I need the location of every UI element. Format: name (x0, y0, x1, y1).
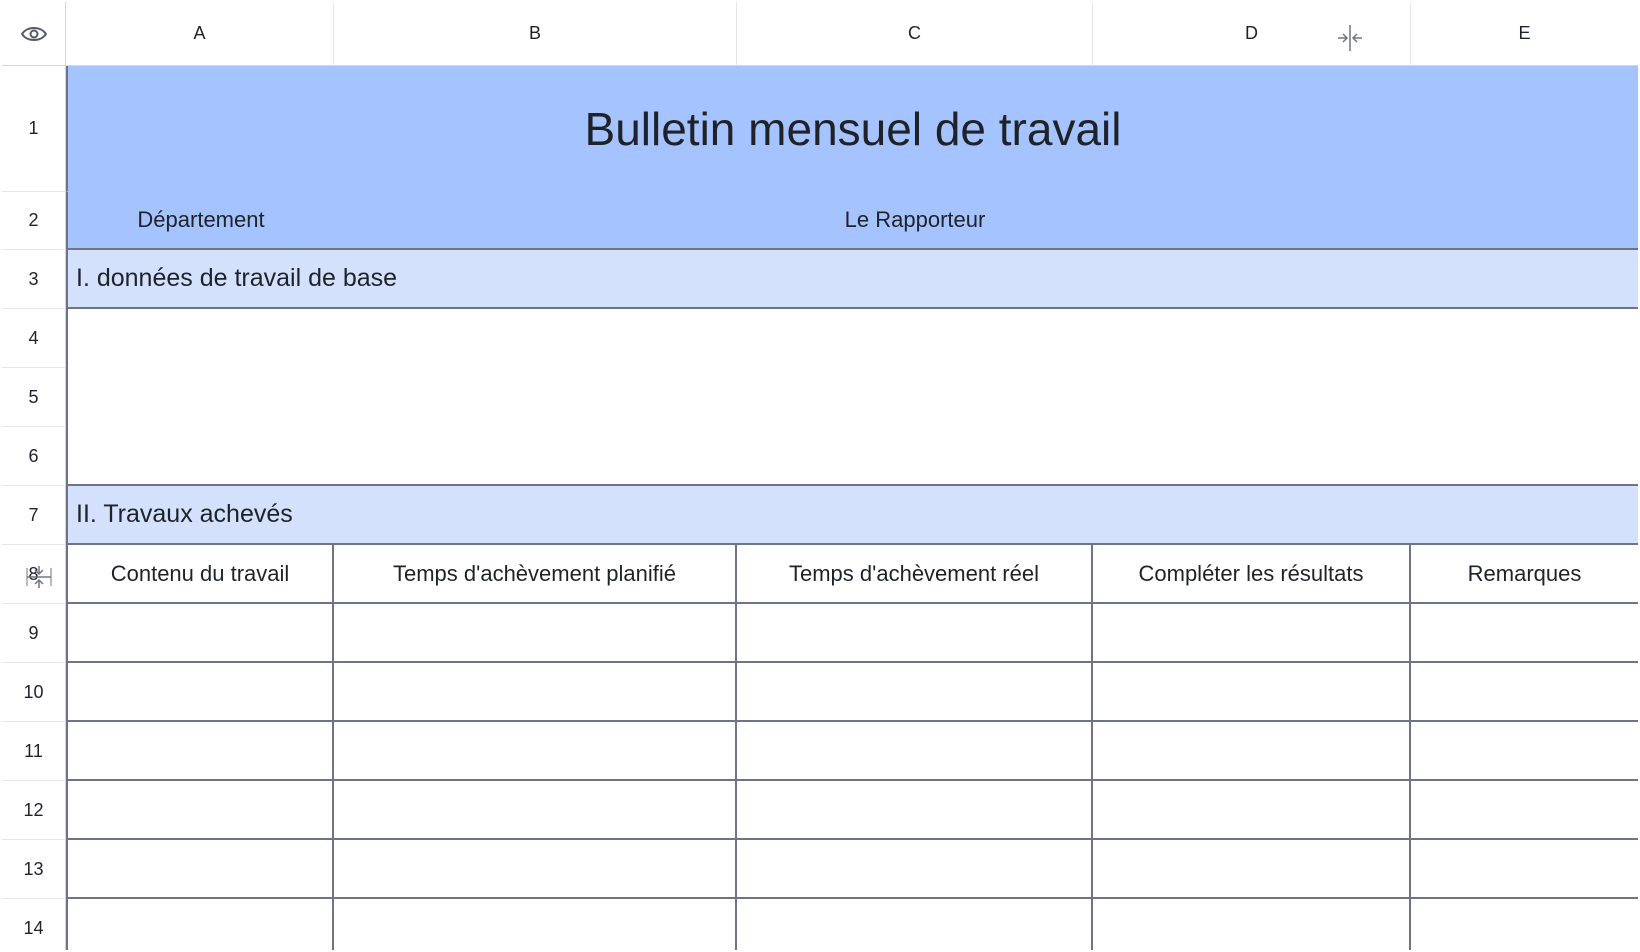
table-cell[interactable] (66, 663, 334, 722)
row-header-2[interactable]: 2 (2, 192, 66, 250)
reporter-value-cell[interactable] (1093, 192, 1638, 250)
row-header-12[interactable]: 12 (2, 781, 66, 840)
table-cell[interactable] (66, 604, 334, 663)
table-cell[interactable] (334, 604, 737, 663)
table-cell[interactable] (737, 781, 1093, 840)
table-cell[interactable] (334, 899, 737, 950)
row-header-3[interactable]: 3 (2, 250, 66, 309)
row-header-8[interactable]: 8 (2, 545, 66, 604)
row-resize-icon[interactable] (26, 564, 52, 590)
department-value-cell[interactable] (334, 192, 737, 250)
table-cell[interactable] (334, 722, 737, 781)
row-header-6[interactable]: 6 (2, 427, 66, 486)
table-cell[interactable] (334, 781, 737, 840)
table-cell[interactable] (1093, 722, 1411, 781)
column-header-d[interactable]: D (1093, 2, 1411, 66)
department-label-cell[interactable]: Département (66, 192, 334, 250)
row-header-10[interactable]: 10 (2, 663, 66, 722)
row-header-1[interactable]: 1 (2, 66, 66, 192)
table-cell[interactable] (1093, 840, 1411, 899)
spreadsheet (2, 2, 1638, 950)
header-remarks[interactable]: Remarques (1411, 545, 1638, 604)
table-cell[interactable] (1093, 663, 1411, 722)
row-header-7[interactable]: 7 (2, 486, 66, 545)
column-header-e[interactable]: E (1411, 2, 1638, 66)
header-work-content[interactable]: Contenu du travail (66, 545, 334, 604)
basic-data-content-cell[interactable] (66, 309, 1638, 486)
table-cell[interactable] (1093, 604, 1411, 663)
table-cell[interactable] (1411, 781, 1638, 840)
eye-icon[interactable] (2, 2, 66, 66)
sheet-grid (2, 2, 1638, 950)
header-planned-time[interactable]: Temps d'achèvement planifié (334, 545, 737, 604)
table-cell[interactable] (334, 840, 737, 899)
column-header-a[interactable]: A (66, 2, 334, 66)
row-header-4[interactable]: 4 (2, 309, 66, 368)
header-results[interactable]: Compléter les résultats (1093, 545, 1411, 604)
table-cell[interactable] (66, 722, 334, 781)
table-cell[interactable] (737, 840, 1093, 899)
table-cell[interactable] (737, 604, 1093, 663)
row-header-9[interactable]: 9 (2, 604, 66, 663)
table-cell[interactable] (737, 663, 1093, 722)
table-cell[interactable] (737, 722, 1093, 781)
row-header-13[interactable]: 13 (2, 840, 66, 899)
table-cell[interactable] (66, 899, 334, 950)
column-resize-icon[interactable] (1336, 24, 1364, 52)
section-basic-data[interactable]: I. données de travail de base (66, 250, 1638, 309)
reporter-label-cell[interactable]: Le Rapporteur (737, 192, 1093, 250)
row-header-14[interactable]: 14 (2, 899, 66, 950)
table-cell[interactable] (334, 663, 737, 722)
table-cell[interactable] (66, 781, 334, 840)
table-cell[interactable] (1093, 781, 1411, 840)
row-header-5[interactable]: 5 (2, 368, 66, 427)
row-header-11[interactable]: 11 (2, 722, 66, 781)
title-cell[interactable]: Bulletin mensuel de travail (66, 66, 1638, 192)
column-header-b[interactable]: B (334, 2, 737, 66)
section-completed-work[interactable]: II. Travaux achevés (66, 486, 1638, 545)
column-header-c[interactable]: C (737, 2, 1093, 66)
table-cell[interactable] (1411, 722, 1638, 781)
table-cell[interactable] (1411, 899, 1638, 950)
table-cell[interactable] (1411, 663, 1638, 722)
table-cell[interactable] (1411, 840, 1638, 899)
table-cell[interactable] (1411, 604, 1638, 663)
table-cell[interactable] (737, 899, 1093, 950)
table-cell[interactable] (1093, 899, 1411, 950)
header-actual-time[interactable]: Temps d'achèvement réel (737, 545, 1093, 604)
table-cell[interactable] (66, 840, 334, 899)
